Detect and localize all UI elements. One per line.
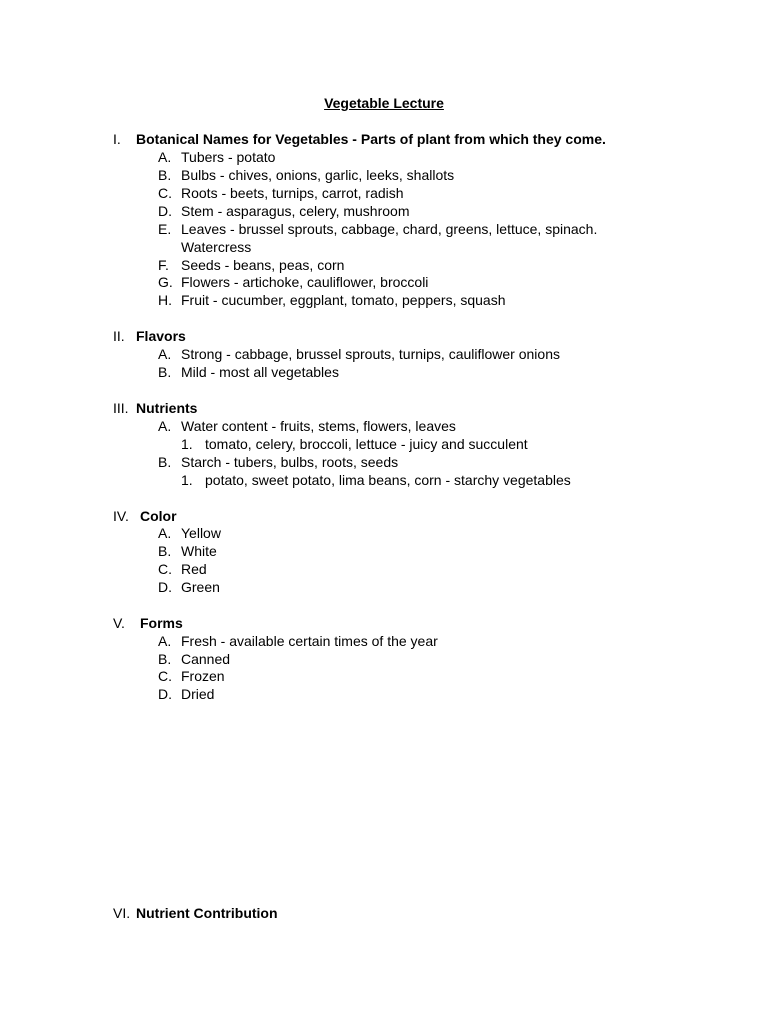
item-letter: B. (158, 167, 172, 183)
item-letter: B. (158, 543, 172, 559)
list-item: Green (181, 579, 220, 595)
item-letter: A. (158, 633, 172, 649)
sub-list-item: potato, sweet potato, lima beans, corn - starchy vegetables (205, 472, 571, 488)
item-letter: B. (158, 651, 172, 667)
section-numeral: VI. (113, 905, 131, 921)
section-numeral: IV. (113, 508, 129, 524)
item-letter: B. (158, 364, 172, 380)
section-numeral: II. (113, 328, 125, 344)
section-heading: Nutrient Contribution (136, 905, 278, 921)
section-heading: Color (140, 508, 177, 524)
item-letter: F. (158, 257, 169, 273)
section-numeral: I. (113, 131, 121, 147)
item-letter: D. (158, 203, 172, 219)
list-item: Mild - most all vegetables (181, 364, 339, 380)
list-item: Frozen (181, 668, 225, 684)
section-numeral: V. (113, 615, 125, 631)
list-item: Dried (181, 686, 215, 702)
list-item: Canned (181, 651, 231, 667)
list-item: Tubers - potato (181, 149, 276, 165)
item-letter: A. (158, 149, 172, 165)
item-letter: C. (158, 668, 172, 684)
list-item: Leaves - brussel sprouts, cabbage, chard, greens, lettuce, spinach. (181, 221, 598, 237)
list-item: Seeds - beans, peas, corn (181, 257, 345, 273)
item-letter: A. (158, 418, 172, 434)
item-letter: D. (158, 686, 172, 702)
page-title: Vegetable Lecture (324, 95, 444, 111)
section-heading: Flavors (136, 328, 186, 344)
item-letter: C. (158, 561, 172, 577)
list-item: Stem - asparagus, celery, mushroom (181, 203, 410, 219)
list-item: White (181, 543, 217, 559)
section-heading: Botanical Names for Vegetables - Parts of plant from which they come. (136, 131, 606, 147)
sub-list-item: tomato, celery, broccoli, lettuce - juicy and succulent (205, 436, 528, 452)
list-item: Water content - fruits, stems, flowers, leaves (181, 418, 456, 434)
item-letter: D. (158, 579, 172, 595)
list-item: Roots - beets, turnips, carrot, radish (181, 185, 404, 201)
section-numeral: III. (113, 400, 129, 416)
list-item: Red (181, 561, 207, 577)
list-item: Fresh - available certain times of the year (181, 633, 438, 649)
list-item-continuation: Watercress (181, 239, 252, 255)
item-letter: E. (158, 221, 172, 237)
list-item: Fruit - cucumber, eggplant, tomato, peppers, squash (181, 292, 506, 308)
item-letter: H. (158, 292, 172, 308)
section-heading: Forms (140, 615, 183, 631)
list-item: Yellow (181, 525, 221, 541)
item-letter: A. (158, 525, 172, 541)
subitem-number: 1. (181, 472, 193, 488)
list-item: Flowers - artichoke, cauliflower, broccoli (181, 274, 429, 290)
section-heading: Nutrients (136, 400, 198, 416)
list-item: Strong - cabbage, brussel sprouts, turnips, cauliflower onions (181, 346, 560, 362)
list-item: Bulbs - chives, onions, garlic, leeks, shallots (181, 167, 455, 183)
list-item: Starch - tubers, bulbs, roots, seeds (181, 454, 399, 470)
item-letter: C. (158, 185, 172, 201)
item-letter: A. (158, 346, 172, 362)
subitem-number: 1. (181, 436, 193, 452)
item-letter: G. (158, 274, 173, 290)
item-letter: B. (158, 454, 172, 470)
